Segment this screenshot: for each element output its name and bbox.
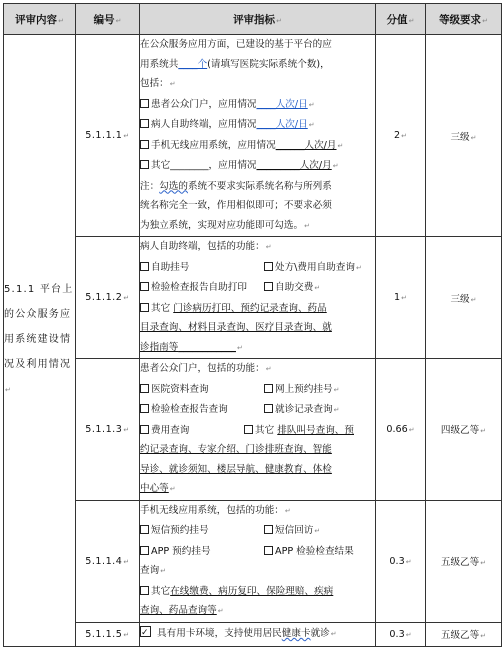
header-row xyxy=(4,4,502,35)
table-row xyxy=(4,237,502,359)
checkbox-pair: 医院资料查询 网上预约挂号↵ xyxy=(140,380,375,401)
checkbox-item[interactable]: 其它________，应用情况_________人次/月↵ xyxy=(140,156,375,177)
score-cell: 2↵ xyxy=(376,35,426,237)
checkbox-pair xyxy=(140,421,375,441)
checkbox-item[interactable]: 手机无线应用系统，应用情况______人次/月↵ xyxy=(140,136,375,157)
row-number: 5.1.1.1↵ xyxy=(76,35,140,237)
checkbox-pair: 检验检查报告自助打印 自助交费↵ xyxy=(140,278,375,299)
checkbox-item[interactable]: 费用查询 xyxy=(140,421,244,441)
checkbox-icon[interactable] xyxy=(140,384,149,393)
header-indicator: 评审指标↵ xyxy=(140,4,376,35)
other-line: 目录查询、材料目录查询、医疗目录查询、就 xyxy=(140,322,332,333)
checkbox-item[interactable]: 处方\费用自助查询 xyxy=(264,262,355,273)
checkbox-item[interactable]: APP 检验检查结果 xyxy=(264,546,354,557)
checkbox-pair xyxy=(140,542,375,562)
table-row xyxy=(4,359,502,501)
level-cell: 四级乙等↵ xyxy=(426,359,502,501)
checkbox-icon[interactable] xyxy=(140,160,149,169)
intro-line: 在公众服务应用方面，已建设的基于平台的应 xyxy=(140,39,332,50)
intro-line: 包括：↵ xyxy=(140,78,176,89)
note-line: 统名称完全一致，作用相似即可；不要求必须 xyxy=(140,200,332,211)
checkbox-item[interactable]: 其它 排队叫号查询、预 xyxy=(244,425,354,436)
header-number: 编号↵ xyxy=(76,4,140,35)
checkbox-item[interactable]: 自助交费 xyxy=(264,282,313,293)
function-title: 手机无线应用系统，包括的功能：↵ xyxy=(140,504,291,516)
checkbox-icon[interactable] xyxy=(264,384,273,393)
score-cell: 0.3↵ xyxy=(376,500,426,622)
function-title: 患者公众门户，包括的功能：↵ xyxy=(140,363,272,374)
checkbox-icon[interactable] xyxy=(140,546,149,555)
level-cell: 三级↵ xyxy=(426,35,502,237)
row-number: 5.1.1.2↵ xyxy=(76,237,140,359)
function-title: 病人自助终端，包括的功能：↵ xyxy=(140,241,272,252)
checkbox-item[interactable]: 短信回访 xyxy=(264,525,313,536)
indicator-cell xyxy=(140,237,376,359)
checkbox-icon[interactable] xyxy=(140,425,149,434)
other-line: 查询、药品查询等↵ xyxy=(140,605,224,616)
checkbox-item[interactable]: 检验检查报告自助打印 xyxy=(140,278,264,298)
checkbox-item[interactable]: 网上预约挂号 xyxy=(264,384,333,395)
table-row xyxy=(4,500,502,622)
row-number: 5.1.1.3↵ xyxy=(76,359,140,501)
checkbox-icon[interactable] xyxy=(140,404,149,413)
table-row xyxy=(4,622,502,646)
checkbox-item[interactable]: 病人自助终端，应用情况____人次/日↵ xyxy=(140,115,375,136)
checkbox-icon[interactable] xyxy=(264,546,273,555)
checkbox-pair: 检验检查报告查询 就诊记录查询↵ xyxy=(140,400,375,421)
note-line: 注：勾选的系统不要求实际系统名称与所列系 xyxy=(140,180,332,192)
checkbox-item[interactable]: APP 预约挂号 xyxy=(140,542,264,562)
checkbox-item[interactable]: 短信预约挂号 xyxy=(140,521,264,541)
checkbox-icon[interactable] xyxy=(140,586,149,595)
checkbox-item[interactable]: 自助挂号 xyxy=(140,258,264,278)
level-cell: 五级乙等↵ xyxy=(426,500,502,622)
level-cell: 三级↵ xyxy=(426,237,502,359)
other-line: 诊指南等____________↵ xyxy=(140,341,243,353)
checked-box-icon[interactable] xyxy=(140,626,151,637)
checkbox-icon[interactable] xyxy=(140,99,149,108)
level-cell: 五级乙等↵ xyxy=(426,622,502,646)
header-category: 评审内容↵ xyxy=(4,4,76,35)
category-cell: 5.1.1 平台上的公众服务应用系统建设情况及利用情况↵ xyxy=(4,35,76,647)
checkbox-item[interactable]: 其它 门诊病历打印、预约记录查询、药品 xyxy=(140,299,375,319)
checkbox-item[interactable]: 患者公众门户，应用情况____人次/日↵ xyxy=(140,95,375,116)
other-line: 约记录查询、专家介绍、门诊排班查询、智能 xyxy=(140,444,332,455)
score-cell: 0.3↵ xyxy=(376,622,426,646)
header-score: 分值↵ xyxy=(376,4,426,35)
row-number: 5.1.1.4↵ xyxy=(76,500,140,622)
evaluation-table xyxy=(3,3,502,647)
header-level: 等级要求↵ xyxy=(426,4,502,35)
checkbox-item[interactable]: ✓ 具有用卡环境，支持使用居民健康卡就诊↵ xyxy=(140,624,375,645)
intro-line: 用系统共____个(请填写医院实际系统个数)， xyxy=(140,58,330,70)
checkbox-icon[interactable] xyxy=(140,303,149,312)
checkbox-icon[interactable] xyxy=(264,282,273,291)
indicator-cell xyxy=(140,35,376,237)
checkbox-icon[interactable] xyxy=(264,525,273,534)
checkbox-icon[interactable] xyxy=(244,425,253,434)
continuation-line: 查询↵ xyxy=(140,565,167,576)
score-cell: 0.66↵ xyxy=(376,359,426,501)
checkbox-icon[interactable] xyxy=(140,140,149,149)
checkbox-icon[interactable] xyxy=(140,525,149,534)
score-cell: 1↵ xyxy=(376,237,426,359)
table-row xyxy=(4,35,502,237)
checkbox-pair: 短信预约挂号 短信回访↵ xyxy=(140,521,375,542)
checkbox-icon[interactable] xyxy=(264,404,273,413)
checkbox-item[interactable]: 医院资料查询 xyxy=(140,380,264,400)
row-number: 5.1.1.5↵ xyxy=(76,622,140,646)
checkbox-icon[interactable] xyxy=(264,262,273,271)
checkbox-icon[interactable] xyxy=(140,282,149,291)
note-line: 为独立系统，实现对应功能即可勾选。↵ xyxy=(140,219,310,231)
other-line: 导诊、就诊须知、楼层导航、健康教育、体检 xyxy=(140,463,332,475)
indicator-cell xyxy=(140,500,376,622)
checkbox-item[interactable]: 就诊记录查询 xyxy=(264,404,333,415)
checkbox-icon[interactable] xyxy=(140,262,149,271)
indicator-cell xyxy=(140,359,376,501)
checkbox-pair: 自助挂号 处方\费用自助查询↵ xyxy=(140,258,375,279)
indicator-cell xyxy=(140,622,376,646)
checkbox-item[interactable]: 其它在线缴费、病历复印、保险理赔、疾病 xyxy=(140,582,375,602)
other-line: 中心等↵ xyxy=(140,483,176,494)
checkbox-icon[interactable] xyxy=(140,119,149,128)
checkbox-item[interactable]: 检验检查报告查询 xyxy=(140,400,264,420)
